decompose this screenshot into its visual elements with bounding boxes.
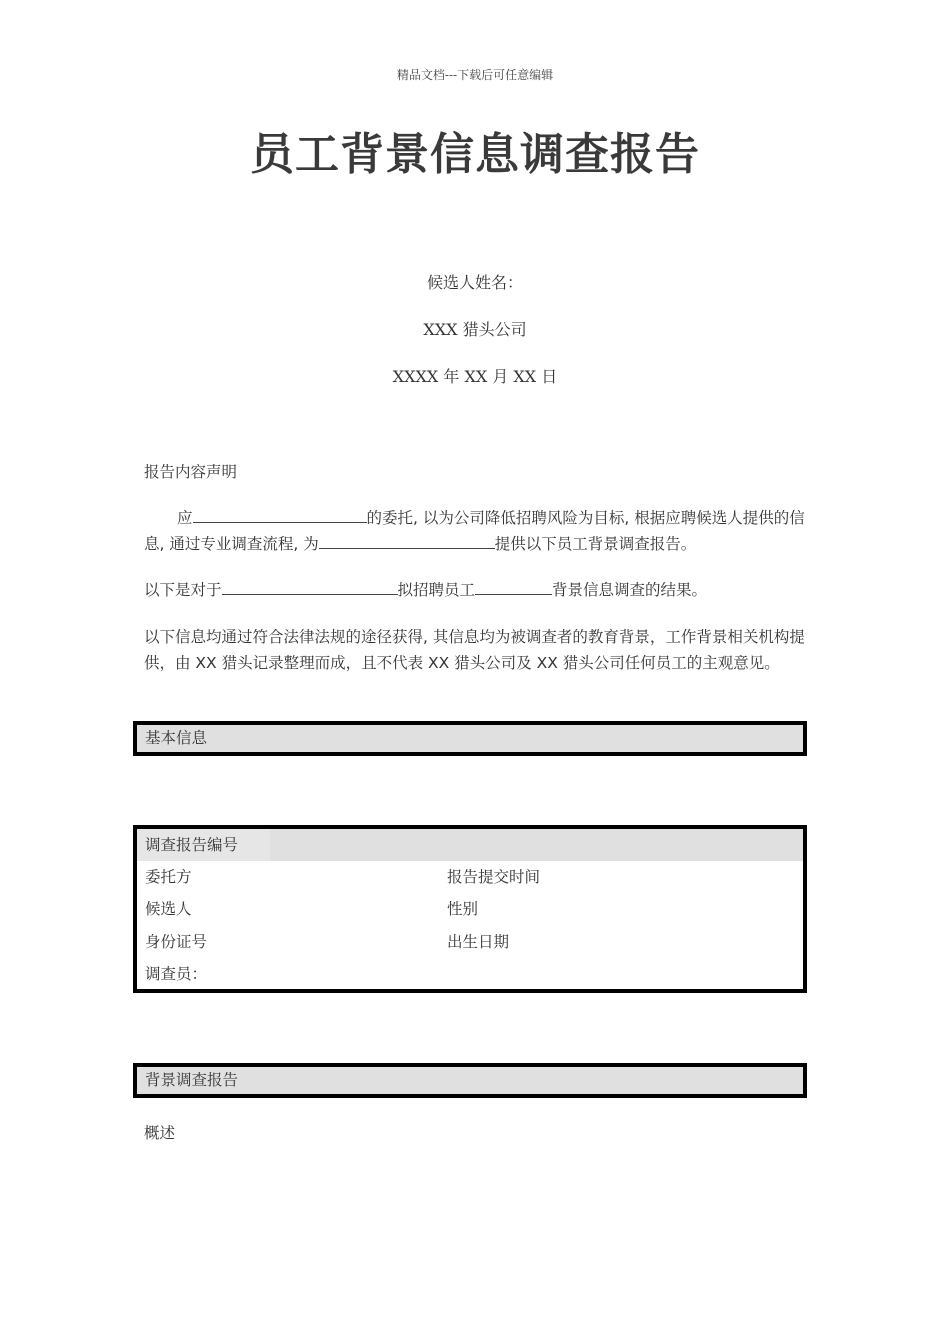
page-header: 精品文档---下载后可任意编辑 bbox=[396, 68, 554, 82]
client-label: 委托方 bbox=[145, 868, 192, 886]
blank-line bbox=[193, 506, 367, 523]
p2-text-a: 以下是对于 bbox=[144, 581, 222, 599]
birth-date-label: 出生日期 bbox=[447, 933, 510, 951]
info-table bbox=[133, 825, 807, 993]
report-date: XXXX 年 XX 月 XX 日 bbox=[392, 367, 558, 386]
basic-info-bar bbox=[133, 721, 807, 756]
gender-label: 性别 bbox=[447, 900, 479, 918]
background-report-bar bbox=[133, 1063, 807, 1098]
background-report-label: 背景调查报告 bbox=[145, 1071, 239, 1089]
p2-text-c: 背景信息调查的结果。 bbox=[552, 581, 708, 599]
p1-text-c: 提供以下员工背景调查报告。 bbox=[494, 535, 697, 553]
document-title: 员工背景信息调查报告 bbox=[250, 129, 700, 180]
company-name: XXX 猎头公司 bbox=[423, 320, 527, 339]
blank-line bbox=[319, 532, 495, 549]
basic-info-label: 基本信息 bbox=[145, 729, 208, 747]
blank-line bbox=[222, 578, 398, 595]
info-row-client bbox=[145, 865, 541, 887]
candidate-name-label: 候选人姓名： bbox=[426, 273, 523, 292]
p1-text-a: 应 bbox=[177, 509, 193, 527]
info-table-header bbox=[137, 829, 803, 861]
statement-heading: 报告内容声明 bbox=[144, 463, 238, 481]
candidate-label: 候选人 bbox=[145, 900, 192, 918]
investigator-label: 调查员： bbox=[145, 965, 208, 983]
info-row-id bbox=[145, 930, 510, 952]
p1-text-b: 的委托, 以为公司降低招聘风险为目标, 根据应聘候选人提供的信息, 通过专业调查流程, 为 bbox=[144, 509, 805, 553]
statement-paragraph-3: 以下信息均通过符合法律法规的途径获得, 其信息均为被调查者的教育背景，工作背景相关机构提供，由 XX 猎头记录整理而成，且不代表 XX 猎头公司及 XX 猎头公司任何员工的主观意见。 bbox=[144, 628, 805, 672]
info-row-candidate bbox=[145, 897, 479, 919]
blank-line bbox=[475, 578, 552, 595]
info-row-investigator bbox=[145, 962, 207, 984]
overview-heading: 概述 bbox=[144, 1124, 176, 1142]
id-number-label: 身份证号 bbox=[145, 933, 208, 951]
statement-paragraph-1 bbox=[144, 505, 806, 557]
statement-paragraph-2 bbox=[144, 577, 806, 603]
p2-text-b: 拟招聘员工 bbox=[397, 581, 476, 599]
report-number-label: 调查报告编号 bbox=[137, 829, 270, 861]
submit-time-label: 报告提交时间 bbox=[447, 868, 541, 886]
